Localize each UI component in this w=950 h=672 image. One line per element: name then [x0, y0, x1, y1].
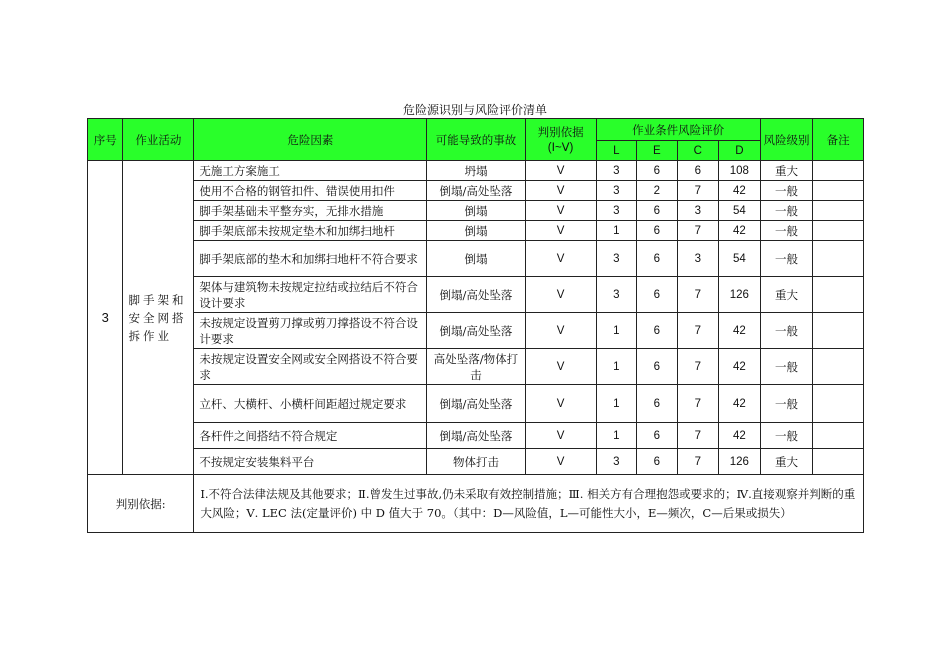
- level-cell: 一般: [760, 181, 813, 201]
- accident-cell: 倒塌/高处坠落: [427, 423, 525, 449]
- table-row: [88, 277, 864, 313]
- L-cell: 3: [596, 161, 637, 181]
- level-cell: 一般: [760, 241, 813, 277]
- table-row: [88, 385, 864, 423]
- remark-cell: [813, 221, 864, 241]
- D-cell: 54: [719, 241, 761, 277]
- basis-cell: V: [525, 241, 596, 277]
- remark-cell: [813, 161, 864, 181]
- level-cell: 重大: [760, 449, 813, 475]
- C-cell: 3: [677, 201, 719, 221]
- remark-cell: [813, 385, 864, 423]
- C-cell: 7: [677, 349, 719, 385]
- hazard-cell: 立杆、大横杆、小横杆间距超过规定要求: [194, 385, 427, 423]
- header-hazard: 危险因素: [194, 119, 427, 161]
- table-row: [88, 181, 864, 201]
- E-cell: 6: [637, 277, 678, 313]
- header-accident: 可能导致的事故: [427, 119, 525, 161]
- group-seq: 3: [88, 161, 123, 475]
- L-cell: 1: [596, 349, 637, 385]
- accident-cell: 倒塌/高处坠落: [427, 181, 525, 201]
- remark-cell: [813, 313, 864, 349]
- table-row: [88, 241, 864, 277]
- table-row: [88, 349, 864, 385]
- level-cell: 一般: [760, 423, 813, 449]
- table-row: [88, 449, 864, 475]
- basis-cell: V: [525, 385, 596, 423]
- basis-cell: V: [525, 277, 596, 313]
- D-cell: 42: [719, 221, 761, 241]
- hazard-cell: 不按规定安装集料平台: [194, 449, 427, 475]
- footer-criteria-text: Ⅰ.不符合法律法规及其他要求；Ⅱ.曾发生过事故,仍未采取有效控制措施；Ⅲ. 相关方有合理抱怨或要求的；Ⅳ.直接观察并判断的重大风险；Ⅴ. LEC 法(定量评价) 中 D 值大于 70。（其中：D—风险值，L—可能性大小，E—频次，C—后果或损失）: [194, 475, 864, 533]
- hazard-cell: 无施工方案施工: [194, 161, 427, 181]
- C-cell: 6: [677, 161, 719, 181]
- table-row: [88, 423, 864, 449]
- L-cell: 3: [596, 277, 637, 313]
- header-E: E: [637, 141, 678, 161]
- basis-cell: V: [525, 449, 596, 475]
- C-cell: 7: [677, 423, 719, 449]
- hazard-cell: 未按规定设置安全网或安全网搭设不符合要求: [194, 349, 427, 385]
- header-remark: 备注: [813, 119, 864, 161]
- table-row: [88, 313, 864, 349]
- accident-cell: 倒塌/高处坠落: [427, 277, 525, 313]
- D-cell: 42: [719, 181, 761, 201]
- remark-cell: [813, 201, 864, 221]
- footer-label: 判别依据:: [88, 475, 194, 533]
- L-cell: 3: [596, 241, 637, 277]
- header-basis: [525, 119, 596, 161]
- level-cell: 一般: [760, 221, 813, 241]
- footer-row: [88, 475, 864, 533]
- table-row: [88, 161, 864, 181]
- table-row: [88, 221, 864, 241]
- risk-assessment-table: [87, 118, 864, 533]
- document-title: 危险源识别与风险评价清单: [402, 103, 547, 117]
- hazard-cell: 未按规定设置剪刀撑或剪刀撑搭设不符合设计要求: [194, 313, 427, 349]
- basis-cell: V: [525, 313, 596, 349]
- header-level: 风险级别: [760, 119, 813, 161]
- remark-cell: [813, 349, 864, 385]
- level-cell: 重大: [760, 161, 813, 181]
- accident-cell: 高处坠落/物体打击: [427, 349, 525, 385]
- basis-cell: V: [525, 181, 596, 201]
- hazard-cell: 使用不合格的钢管扣件、错误使用扣件: [194, 181, 427, 201]
- level-cell: 一般: [760, 313, 813, 349]
- accident-cell: 坍塌: [427, 161, 525, 181]
- E-cell: 6: [637, 449, 678, 475]
- D-cell: 54: [719, 201, 761, 221]
- D-cell: 126: [719, 449, 761, 475]
- remark-cell: [813, 423, 864, 449]
- L-cell: 1: [596, 313, 637, 349]
- level-cell: 一般: [760, 349, 813, 385]
- D-cell: 42: [719, 385, 761, 423]
- D-cell: 42: [719, 349, 761, 385]
- accident-cell: 倒塌/高处坠落: [427, 313, 525, 349]
- header-basis-bottom: (Ⅰ~Ⅴ): [547, 141, 574, 154]
- basis-cell: V: [525, 349, 596, 385]
- C-cell: 7: [677, 277, 719, 313]
- header-D: D: [719, 141, 761, 161]
- remark-cell: [813, 277, 864, 313]
- E-cell: 6: [637, 201, 678, 221]
- E-cell: 2: [637, 181, 678, 201]
- hazard-cell: 脚手架底部未按规定垫木和加绑扫地杆: [194, 221, 427, 241]
- header-seq: 序号: [88, 119, 123, 161]
- header-eval-group: 作业条件风险评价: [596, 119, 760, 141]
- D-cell: 108: [719, 161, 761, 181]
- L-cell: 3: [596, 449, 637, 475]
- L-cell: 1: [596, 385, 637, 423]
- level-cell: 重大: [760, 277, 813, 313]
- basis-cell: V: [525, 161, 596, 181]
- header-basis-top: 判别依据: [537, 124, 584, 139]
- table-row: [88, 201, 864, 221]
- E-cell: 6: [637, 313, 678, 349]
- level-cell: 一般: [760, 385, 813, 423]
- header-C: C: [677, 141, 719, 161]
- remark-cell: [813, 181, 864, 201]
- C-cell: 7: [677, 313, 719, 349]
- table-body: [88, 119, 864, 533]
- E-cell: 6: [637, 423, 678, 449]
- accident-cell: 倒塌: [427, 221, 525, 241]
- accident-cell: 倒塌: [427, 241, 525, 277]
- D-cell: 42: [719, 423, 761, 449]
- E-cell: 6: [637, 161, 678, 181]
- basis-cell: V: [525, 201, 596, 221]
- C-cell: 7: [677, 221, 719, 241]
- hazard-cell: 脚手架底部的垫木和加绑扫地杆不符合要求: [194, 241, 427, 277]
- C-cell: 3: [677, 241, 719, 277]
- header-row: [88, 119, 864, 141]
- E-cell: 6: [637, 221, 678, 241]
- basis-cell: V: [525, 221, 596, 241]
- L-cell: 1: [596, 221, 637, 241]
- header-L: L: [596, 141, 637, 161]
- E-cell: 6: [637, 385, 678, 423]
- C-cell: 7: [677, 449, 719, 475]
- C-cell: 7: [677, 385, 719, 423]
- E-cell: 6: [637, 241, 678, 277]
- hazard-cell: 各杆件之间搭结不符合规定: [194, 423, 427, 449]
- remark-cell: [813, 449, 864, 475]
- L-cell: 3: [596, 201, 637, 221]
- hazard-cell: 脚手架基础未平整夯实，无排水措施: [194, 201, 427, 221]
- basis-cell: V: [525, 423, 596, 449]
- D-cell: 42: [719, 313, 761, 349]
- L-cell: 3: [596, 181, 637, 201]
- group-activity: 脚手架和安全网搭拆作业: [123, 161, 194, 475]
- accident-cell: 倒塌: [427, 201, 525, 221]
- header-activity: 作业活动: [123, 119, 194, 161]
- remark-cell: [813, 241, 864, 277]
- hazard-cell: 架体与建筑物未按规定拉结或拉结后不符合设计要求: [194, 277, 427, 313]
- D-cell: 126: [719, 277, 761, 313]
- C-cell: 7: [677, 181, 719, 201]
- accident-cell: 物体打击: [427, 449, 525, 475]
- accident-cell: 倒塌/高处坠落: [427, 385, 525, 423]
- E-cell: 6: [637, 349, 678, 385]
- L-cell: 1: [596, 423, 637, 449]
- level-cell: 一般: [760, 201, 813, 221]
